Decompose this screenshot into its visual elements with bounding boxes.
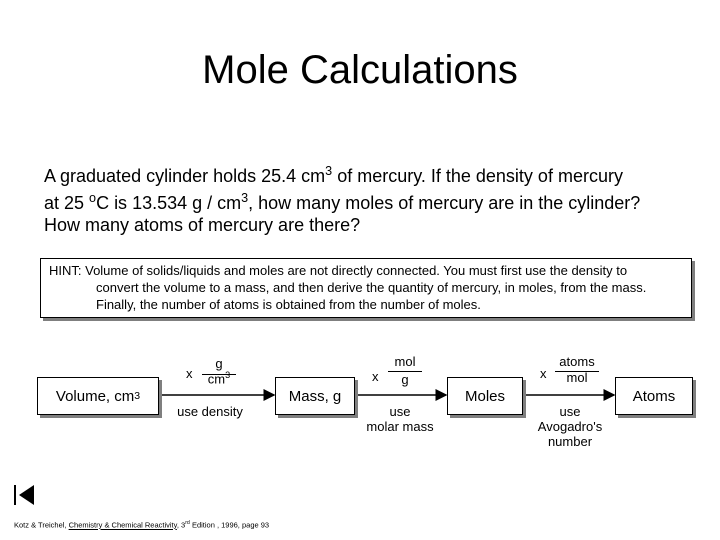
hint-line-2: convert the volume to a mass, and then derive the quantity of mercury, in moles, from the mass. bbox=[96, 280, 647, 295]
moles-box bbox=[447, 377, 523, 415]
problem-line-2-text: at 25 bbox=[44, 193, 90, 213]
step3-denominator: mol bbox=[566, 370, 588, 385]
step2-label-line-1: use bbox=[389, 404, 411, 419]
step2-denominator: g bbox=[401, 372, 409, 387]
hint-line-1: HINT: Volume of solids/liquids and moles are not directly connected. You must first use the density to bbox=[49, 263, 628, 278]
superscript: rd bbox=[185, 520, 190, 526]
citation-details: Edition , 1996, page 93 bbox=[189, 520, 270, 530]
step2-label-line-2: molar mass bbox=[366, 419, 434, 434]
citation-edition: , 3 bbox=[176, 520, 186, 530]
atoms-label: Atoms bbox=[632, 387, 676, 405]
step3-label-line-1: use bbox=[559, 404, 581, 419]
citation-authors: Kotz & Treichel, bbox=[14, 520, 69, 530]
problem-line-3: How many atoms of mercury are there? bbox=[44, 215, 361, 235]
problem-line-2-mid: C is 13.534 g / cm bbox=[96, 193, 242, 213]
mass-label: Mass, g bbox=[288, 387, 342, 405]
step3-label-line-3: number bbox=[547, 434, 593, 449]
step3-numerator: atoms bbox=[559, 354, 595, 369]
hint-line-3: Finally, the number of atoms is obtained from the number of moles. bbox=[96, 297, 481, 312]
first-slide-icon[interactable] bbox=[12, 484, 36, 506]
step1-numerator: g bbox=[215, 356, 223, 371]
step1-denominator bbox=[200, 370, 238, 386]
step3-label-line-2: Avogadro's bbox=[537, 419, 603, 434]
times-sign: x bbox=[186, 366, 193, 381]
moles-label: Moles bbox=[464, 387, 505, 405]
citation bbox=[14, 520, 269, 530]
step1-den-text: cm bbox=[207, 371, 226, 387]
superscript: 3 bbox=[225, 370, 231, 380]
problem-line-1-text: A graduated cylinder holds 25.4 cm bbox=[44, 166, 326, 186]
step3-label bbox=[525, 404, 615, 449]
page-title: Mole Calculations bbox=[202, 48, 518, 92]
volume-box bbox=[37, 377, 159, 415]
times-sign: x bbox=[372, 369, 379, 384]
superscript: 3 bbox=[134, 390, 141, 402]
citation-book: Chemistry & Chemical Reactivity bbox=[68, 520, 177, 530]
step2-label bbox=[355, 404, 445, 434]
step1-label: use density bbox=[177, 404, 243, 419]
problem-line-1-rest: of mercury. If the density of mercury bbox=[332, 166, 623, 186]
degree-superscript: o bbox=[89, 191, 97, 205]
problem-line-2-rest: , how many moles of mercury are in the cylinder? bbox=[248, 193, 641, 213]
superscript: 3 bbox=[241, 191, 249, 205]
mass-box bbox=[275, 377, 355, 415]
step2-numerator: mol bbox=[394, 354, 416, 369]
times-sign: x bbox=[540, 366, 547, 381]
volume-label: Volume, cm bbox=[55, 387, 135, 405]
atoms-box bbox=[615, 377, 693, 415]
superscript: 3 bbox=[325, 164, 333, 178]
